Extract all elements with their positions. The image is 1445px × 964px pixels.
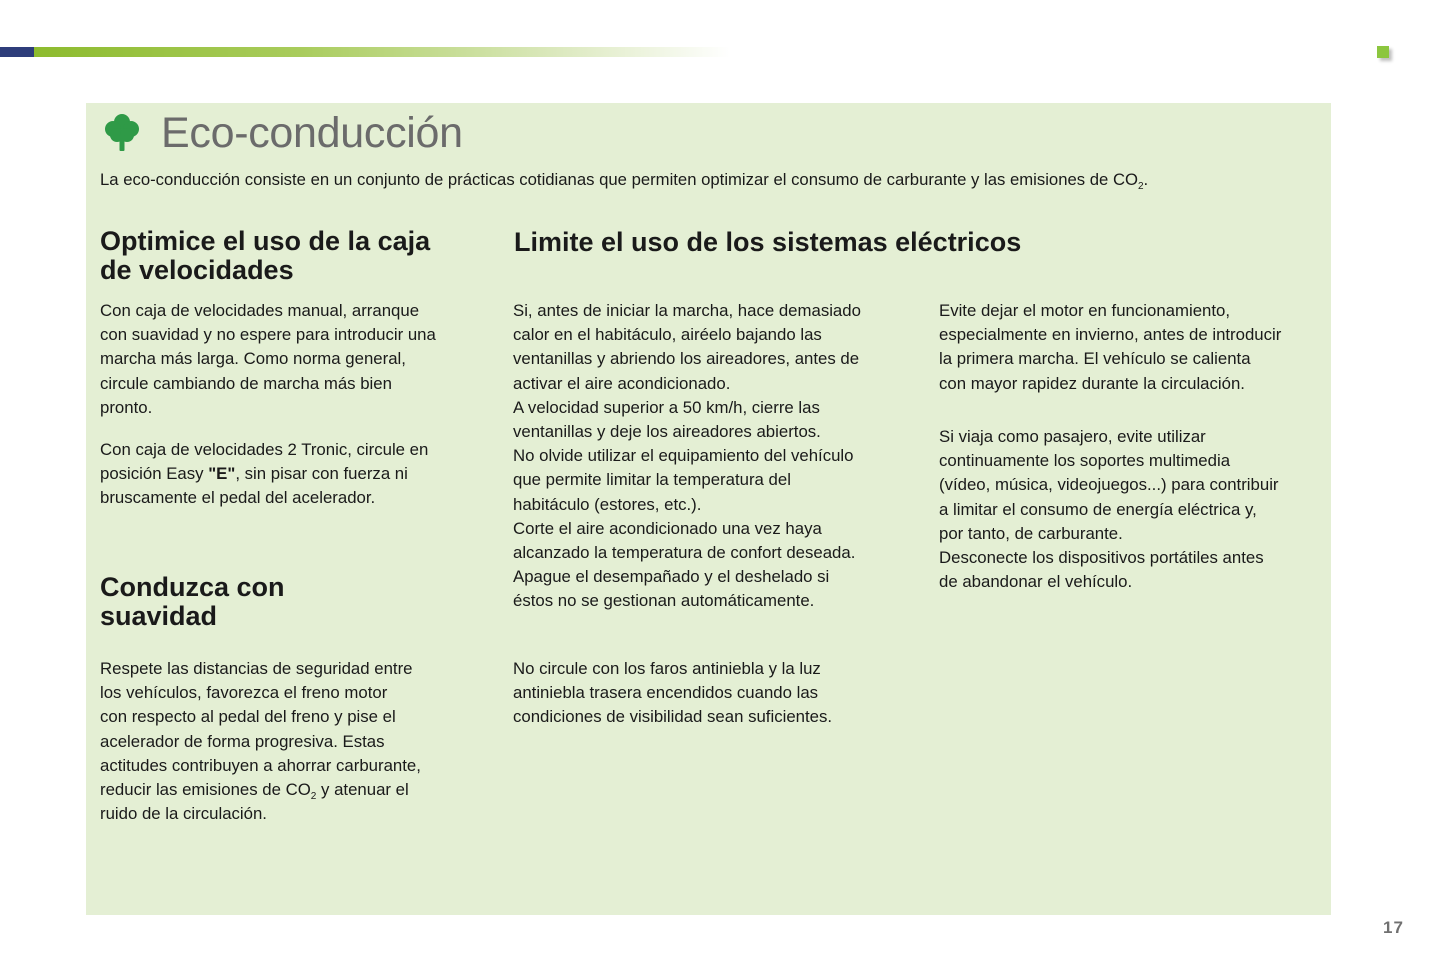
multimedia-paragraph: Si viaja como pasajero, evite utilizar continuamente los soportes multimedia (vídeo, música, videojuegos...) para contribuir a limitar el consumo de energía eléctrica y, por tanto, de carburante. Desconecte los dispositivos portátiles antes de abandonar el vehículo. <box>939 427 1279 592</box>
smooth-driving-paragraph: Respete las distancias de seguridad entre los vehículos, favorezca el freno motor con respecto al pedal del freno y pise el acelerador de forma progresiva. Estas actitudes contribuyen a ahorrar carburante, reducir las emisiones de $CO_2$ y atenuar el ruido de la circulación. <box>100 659 421 824</box>
intro-paragraph: La eco-conducción consiste en un conjunto de prácticas cotidianas que permiten optimizar el consumo de carburante y las emisiones de $CO_2$. <box>100 170 1149 192</box>
page-title: Eco-conducción <box>161 109 463 157</box>
tree-icon <box>104 113 140 153</box>
electric-systems-heading: Limite el uso de los sistemas eléctricos <box>514 227 1022 257</box>
header-gradient-bar <box>0 47 730 57</box>
gearbox-manual-paragraph: Con caja de velocidades manual, arranque con suavidad y no espere para introducir una marcha más larga. Como norma general, circule cambiando de marcha más bien pronto. <box>100 301 436 417</box>
fog-lights-paragraph: No circule con los faros antiniebla y la luz antiniebla trasera encendidos cuando las condiciones de visibilidad sean suficientes. <box>513 659 833 727</box>
gearbox-heading: Optimice el uso de la caja de velocidades <box>100 226 431 285</box>
page-number: 17 <box>1383 918 1404 937</box>
corner-marker <box>1377 46 1389 58</box>
smooth-driving-heading: Conduzca con suavidad <box>100 572 285 631</box>
gearbox-tronic-paragraph: Con caja de velocidades 2 Tronic, circule en posición Easy "E", sin pisar con fuerza ni bruscamente el pedal del acelerador. <box>100 440 429 508</box>
air-conditioning-paragraph: Si, antes de iniciar la marcha, hace demasiado calor en el habitáculo, airéelo bajando las ventanillas y abriendo los aireadores, antes de activar el aire acondicionado. A velocidad superior a 50 km/h, cierre las ventanillas y deje los aireadores abiertos. No olvide utilizar el equipamiento del vehículo que permite limitar la temperatura del habitáculo (estores, etc.). Corte el aire acondicionado una vez haya alcanzado la temperatura de confort deseada. Apague el desempañado y el deshelado si éstos no se gestionan automáticamente. <box>513 301 861 611</box>
engine-idle-paragraph: Evite dejar el motor en funcionamiento, especialmente en invierno, antes de introducir la primera marcha. El vehículo se calienta con mayor rapidez durante la circulación. <box>939 301 1282 393</box>
